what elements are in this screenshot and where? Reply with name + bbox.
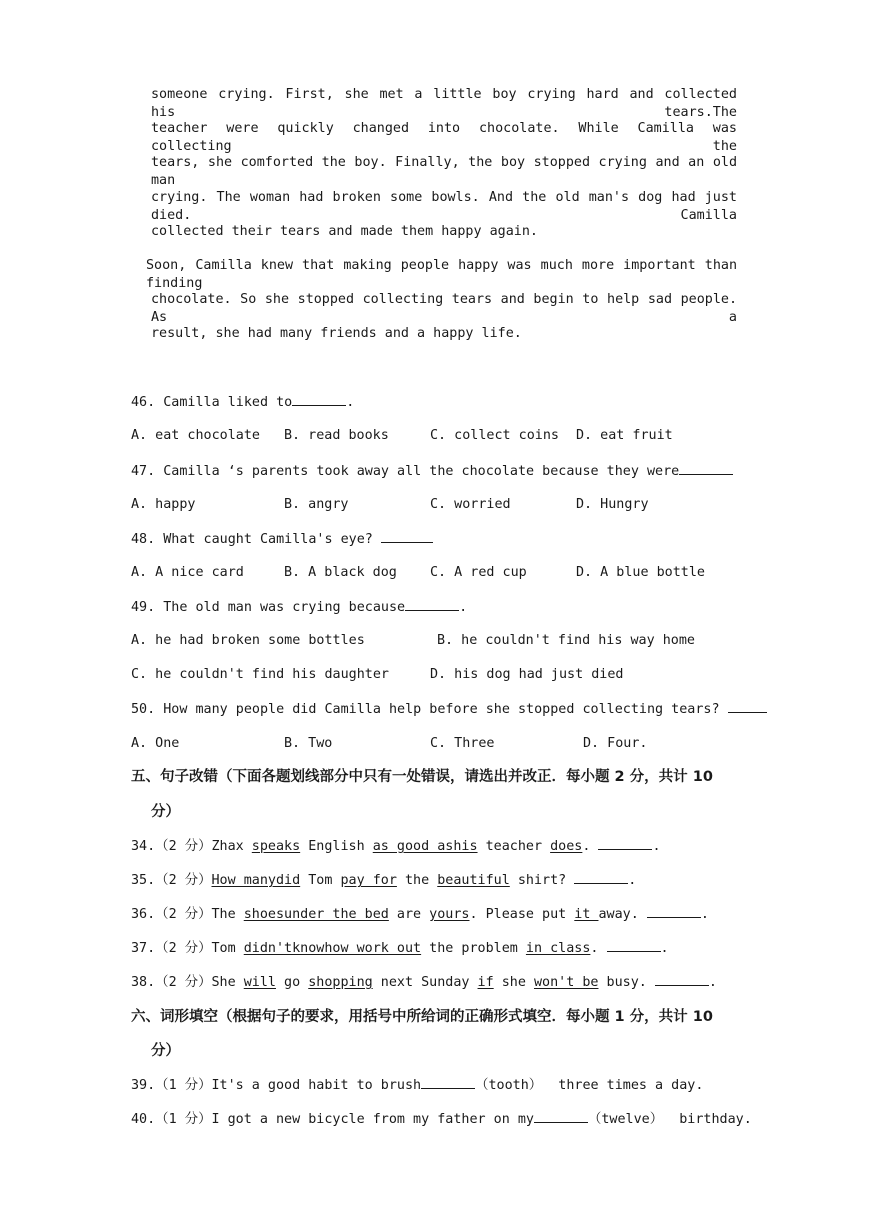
option[interactable]: B. A black dog [284,565,397,580]
sentence-end: . [652,839,661,854]
underlined-part[interactable]: didn'tknowhow work out [243,941,422,956]
option[interactable]: D. his dog had just died [430,667,624,682]
option[interactable]: B. angry [284,497,349,512]
answer-blank[interactable] [598,837,652,850]
answer-blank[interactable] [534,1110,588,1123]
question-34 [131,837,661,856]
option[interactable]: C. Three [430,736,495,751]
question-number: 35.（2 分） [131,873,212,888]
underlined-part[interactable]: will [243,975,276,990]
question-40 [131,1110,752,1129]
question-text: 39.（1 分）It's a good habit to brush [131,1078,422,1093]
underlined-part[interactable]: won't be [533,975,599,990]
question-38 [131,973,717,992]
question-50 [131,700,767,719]
option[interactable]: D. eat fruit [576,428,673,443]
section-heading-cont: 分） [151,1043,180,1059]
option[interactable]: C. he couldn't find his daughter [131,667,389,682]
passage-line: someone crying. First, she met a little boy crying hard and collected his tears.The [151,87,737,120]
question-stem: 46. Camilla liked to [131,395,293,410]
underlined-part[interactable]: in class [525,941,591,956]
sentence-text: go [275,975,309,990]
option[interactable]: A. One [131,736,180,751]
option[interactable]: C. worried [430,497,511,512]
underlined-part[interactable]: shopping [308,975,373,990]
sentence-text: . [582,839,599,854]
option[interactable]: D. Hungry [576,497,649,512]
section-heading: 六、词形填空（根据句子的要求，用括号中所给词的正确形式填空．每小题 1 分，共计 10 [131,1009,713,1025]
underlined-part[interactable]: speaks [251,839,301,854]
underlined-part[interactable]: How manydid [211,873,301,888]
sentence-end: . [700,907,709,922]
passage-line: crying. The woman had broken some bowls. And the old man's dog had just died. Camilla [151,190,737,223]
question-number: 38.（2 分）She [131,975,244,990]
option[interactable]: A. A nice card [131,565,244,580]
option[interactable]: B. Two [284,736,333,751]
sentence-text: next Sunday [372,975,478,990]
sentence-end: . [628,873,637,888]
sentence-text: are [388,907,430,922]
underlined-part[interactable]: it [574,907,599,922]
sentence-text: English [300,839,373,854]
answer-blank[interactable] [292,393,346,406]
passage-line: Soon, Camilla knew that making people happy was much more important than finding [146,258,737,291]
sentence-text: the problem [421,941,526,956]
sentence-text: . [590,941,607,956]
question-text: 40.（1 分）I got a new bicycle from my father on my [131,1112,534,1127]
question-stem: 47. Camilla ‘s parents took away all the chocolate because they were [131,464,680,479]
option[interactable]: D. Four. [583,736,648,751]
sentence-text: teacher [477,839,551,854]
answer-blank[interactable] [421,1076,475,1089]
option[interactable]: D. A blue bottle [576,565,705,580]
answer-blank[interactable] [607,939,661,952]
question-39 [131,1076,703,1095]
question-number: 36.（2 分）The [131,907,244,922]
option[interactable]: B. read books [284,428,389,443]
underlined-part[interactable]: yours [429,907,470,922]
passage-line: chocolate. So she stopped collecting tears and begin to help sad people. As a [151,292,737,325]
word-hint: （tooth） three times a day. [475,1078,704,1093]
option[interactable]: A. happy [131,497,196,512]
question-35 [131,871,636,890]
underlined-part[interactable]: as good ashis [372,839,478,854]
answer-blank[interactable] [381,530,433,543]
answer-blank[interactable] [405,598,459,611]
question-36 [131,905,709,924]
option[interactable]: C. collect coins [430,428,559,443]
answer-blank[interactable] [679,462,733,475]
question-37 [131,939,669,958]
passage-line: result, she had many friends and a happy life. [151,326,522,341]
word-hint: （twelve） birthday. [587,1112,752,1127]
option[interactable]: A. eat chocolate [131,428,260,443]
section-heading: 五、句子改错（下面各题划线部分中只有一处错误，请选出并改正．每小题 2 分，共计 10 [131,769,713,785]
answer-blank[interactable] [647,905,701,918]
option[interactable]: B. he couldn't find his way home [437,633,695,648]
sentence-text: Tom [300,873,341,888]
underlined-part[interactable]: does [550,839,583,854]
passage-line: tears, she comforted the boy. Finally, the boy stopped crying and an old man [151,155,737,188]
question-tail: . [346,395,355,410]
underlined-part[interactable]: pay for [340,873,397,888]
question-stem: 48. What caught Camilla's eye? [131,532,381,547]
question-number: 37.（2 分）Tom [131,941,244,956]
question-number: 34.（2 分）Zhax [131,839,252,854]
sentence-text: . Please put [469,907,575,922]
sentence-text: away. [598,907,647,922]
question-stem: 50. How many people did Camilla help before she stopped collecting tears? [131,702,728,717]
sentence-text: she [493,975,534,990]
question-47 [131,462,733,481]
question-48 [131,530,433,549]
sentence-end: . [708,975,717,990]
sentence-text: shirt? [509,873,575,888]
answer-blank[interactable] [728,700,767,713]
question-49 [131,598,467,617]
question-tail: . [459,600,468,615]
underlined-part[interactable]: beautiful [437,873,510,888]
sentence-text: the [396,873,438,888]
question-46 [131,393,354,412]
passage-line: collected their tears and made them happy again. [151,224,538,239]
option[interactable]: A. he had broken some bottles [131,633,365,648]
passage-line: teacher were quickly changed into chocolate. While Camilla was collecting the [151,121,737,154]
sentence-end: . [660,941,669,956]
option[interactable]: C. A red cup [430,565,527,580]
answer-blank[interactable] [655,973,709,986]
section-heading-cont: 分） [151,804,180,820]
underlined-part[interactable]: shoesunder the bed [243,907,389,922]
sentence-text: busy. [598,975,655,990]
underlined-part[interactable]: if [477,975,494,990]
answer-blank[interactable] [574,871,628,884]
question-stem: 49. The old man was crying because [131,600,406,615]
